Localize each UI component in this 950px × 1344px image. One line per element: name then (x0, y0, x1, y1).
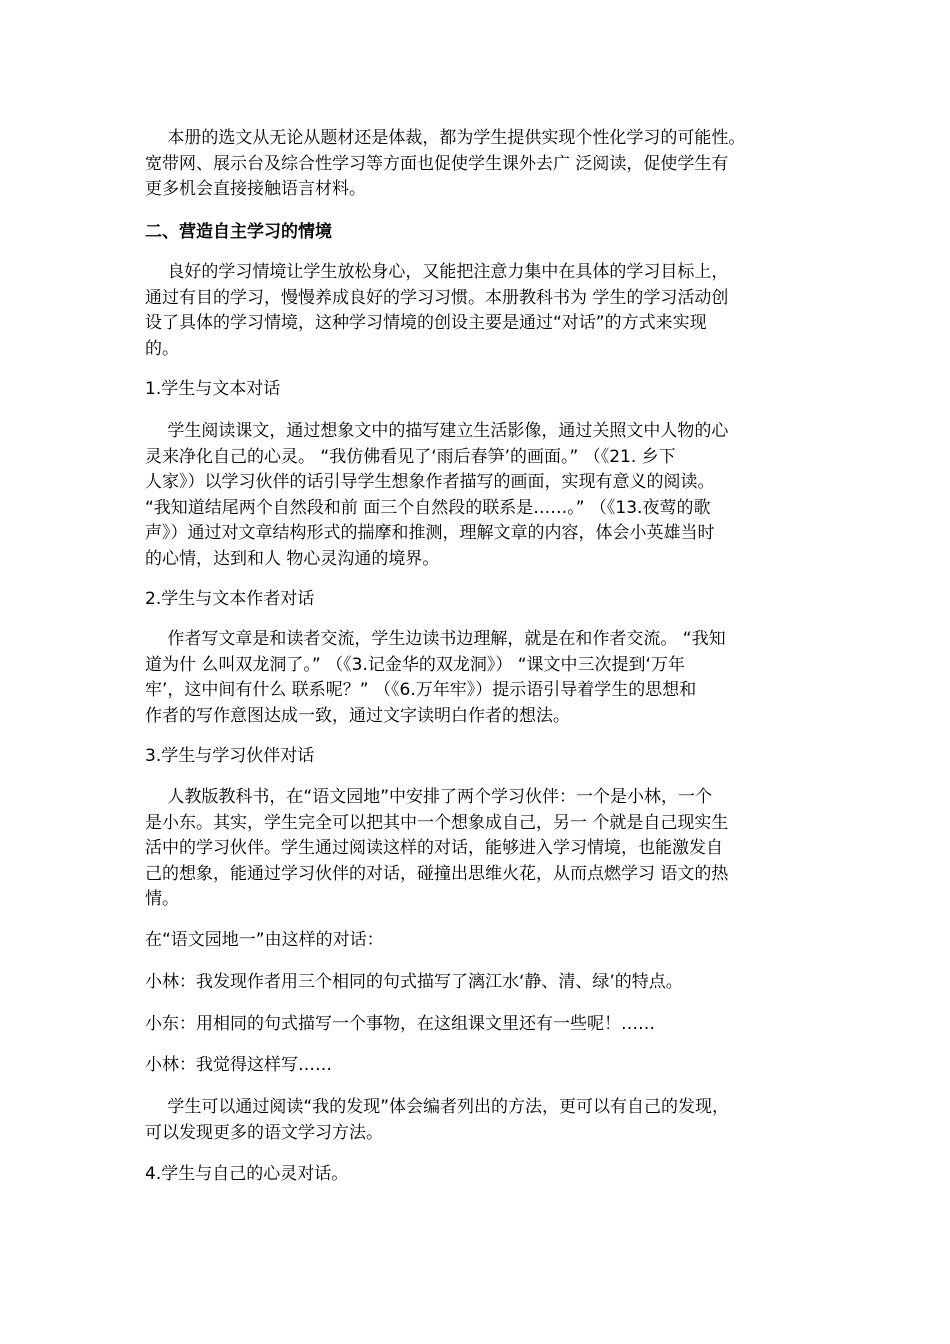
text-line: 作者写文章是和读者交流，学生边读书边理解，就是在和作者交流。 “我知 (145, 629, 726, 649)
subheading-text: 1.学生与文本对话 (145, 379, 281, 399)
subheading-text: 3.学生与学习伙伴对话 (145, 746, 315, 766)
text-line: 良好的学习情境让学生放松身心，又能把注意力集中在具体的学习目标上， (145, 262, 729, 282)
text-line: 灵来净化自己的心灵。 “我仿佛看见了‘雨后春笋’的画面。” （《21. 乡下 (145, 446, 676, 467)
text-line: 道为什 么叫双龙洞了。” （《3.记金华的双龙洞》） “课文中三次提到‘万年 (145, 654, 685, 675)
text-line: 牢’，这中间有什么 联系呢？” （《6.万年牢》）提示语引导着学生的思想和 (145, 680, 697, 700)
text-line: 学生阅读课文，通过想象文中的描写建立生活影像，通过关照文中人物的心 (145, 421, 729, 441)
text-line: 的心情，达到和人 物心灵沟通的境界。 (145, 548, 440, 569)
paragraph-situation (145, 260, 813, 362)
paragraph-3 (145, 785, 813, 913)
dialogue-line (145, 970, 813, 996)
text-line: 宽带网、展示台及综合性学习等方面也促使学生课外去广 泛阅读，促使学生有 (145, 153, 729, 174)
text-line: 设了具体的学习情境，这种学习情境的创设主要是通过“对话”的方式来实现 (145, 313, 707, 333)
text-line: 声》）通过对文章结构形式的揣摩和推测，理解文章的内容，体会小英雄当时 (145, 523, 715, 543)
heading-text: 二、营造自主学习的情境 (145, 222, 332, 242)
text-line: 本册的选文从无论从题材还是体裁，都为学生提供实现个性化学习的可能性。 (145, 128, 746, 148)
text-line: 通过有目的学习，慢慢养成良好的学习习惯。本册教科书为 学生的学习活动创 (145, 287, 729, 308)
text-line: 人教版教科书，在“语文园地”中安排了两个学习伙伴：一个是小林，一个 (145, 787, 713, 807)
dialogue-line (145, 1012, 813, 1038)
text-line: 更多机会直接接触语言材料。 (145, 179, 366, 199)
subheading-3 (145, 744, 813, 770)
paragraph-1 (145, 419, 813, 572)
dialogue-intro (145, 928, 813, 954)
text-line: 学生可以通过阅读“我的发现”体会编者列出的方法，更可以有自己的发现， (145, 1097, 730, 1117)
subheading-text: 2.学生与文本作者对话 (145, 589, 315, 609)
paragraph-4 (145, 1095, 813, 1146)
text-line: 小东：用相同的句式描写一个事物，在这组课文里还有一些呢！…… (145, 1014, 655, 1034)
text-line: 在“语文园地一”由这样的对话： (145, 930, 384, 950)
paragraph-intro (145, 126, 813, 203)
text-line: 的。 (145, 338, 179, 359)
text-line: 是小东。其实，学生完全可以把其中一个想象成自己，另一 个就是自己现实生 (145, 812, 729, 833)
subheading-1 (145, 377, 813, 403)
subheading-4 (145, 1162, 813, 1188)
text-line: 小林：我觉得这样写…… (145, 1055, 332, 1075)
text-line: “我知道结尾两个自然段和前 面三个自然段的联系是……。” （《13.夜莺的歌 (145, 497, 711, 518)
text-line: 作者的写作意图达成一致，通过文字读明白作者的想法。 (145, 705, 570, 726)
subheading-2 (145, 587, 813, 613)
text-line: 可以发现更多的语文学习方法。 (145, 1122, 383, 1143)
section-heading (145, 220, 813, 246)
text-line: 活中的学习伙伴。学生通过阅读这样的对话，能够进入学习情境，也能激发自 (145, 838, 723, 858)
subheading-text: 4.学生与自己的心灵对话。 (145, 1164, 349, 1184)
text-line: 人家》）以学习伙伴的话引导学生想象作者描写的画面，实现有意义的阅读。 (145, 472, 715, 492)
paragraph-2 (145, 627, 813, 729)
dialogue-line (145, 1053, 813, 1079)
text-line: 己的想象，能通过学习伙伴的对话，碰撞出思维火花，从而点燃学习 语文的热 (145, 863, 729, 884)
text-line: 情。 (145, 889, 179, 909)
text-line: 小林：我发现作者用三个相同的句式描写了漓江水‘静、清、绿’的特点。 (145, 972, 683, 992)
